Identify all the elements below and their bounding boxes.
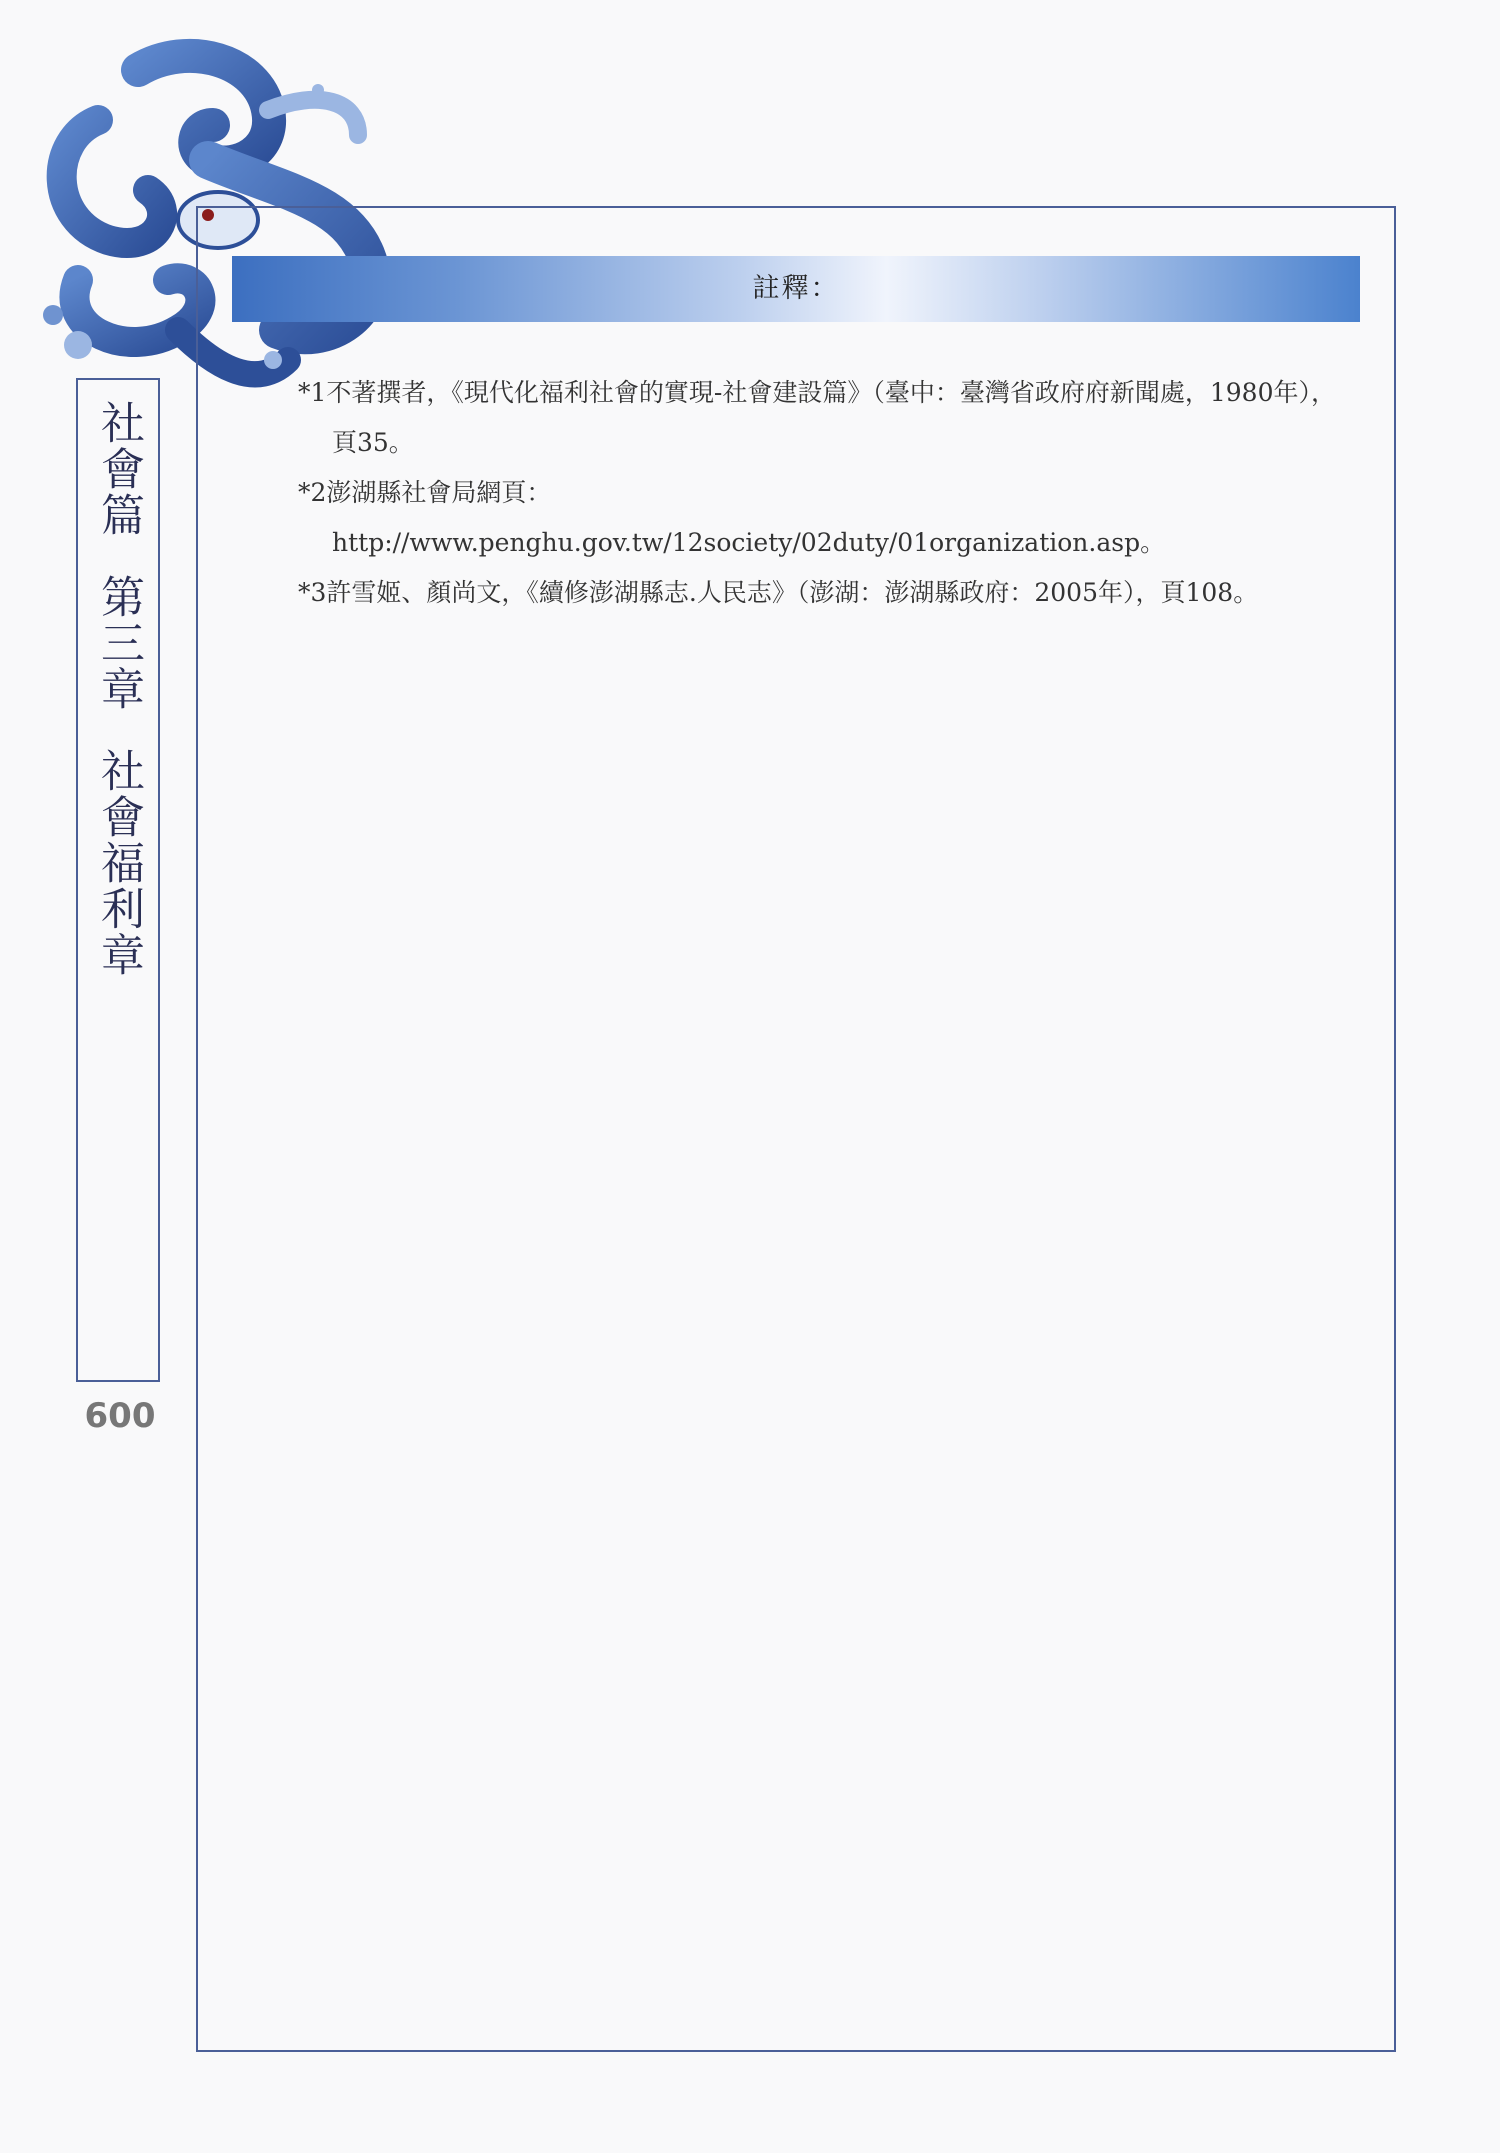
- note-item: *1不著撰者，《現代化福利社會的實現-社會建設篇》（臺中：臺灣省政府府新聞處，1980年），頁35。: [298, 378, 1336, 457]
- notes-header-band: [232, 256, 1360, 322]
- note-item: *2澎湖縣社會局網頁：http://www.penghu.gov.tw/12society/02duty/01organization.asp。: [298, 478, 1166, 557]
- chapter-sidebar: [76, 378, 160, 1382]
- chapter-title: [78, 400, 158, 978]
- chapter-title-part: 社會福利章: [93, 748, 144, 978]
- note-item: *3許雪姬、顏尚文，《續修澎湖縣志.人民志》（澎湖：澎湖縣政府：2005年），頁108。: [298, 578, 1259, 607]
- notes-heading: 註釋：: [752, 273, 840, 304]
- notes-list: [298, 368, 1358, 618]
- chapter-title-part: 第三章: [93, 574, 144, 712]
- chapter-title-part: 社會篇: [93, 400, 144, 538]
- page-number: 600: [84, 1396, 156, 1436]
